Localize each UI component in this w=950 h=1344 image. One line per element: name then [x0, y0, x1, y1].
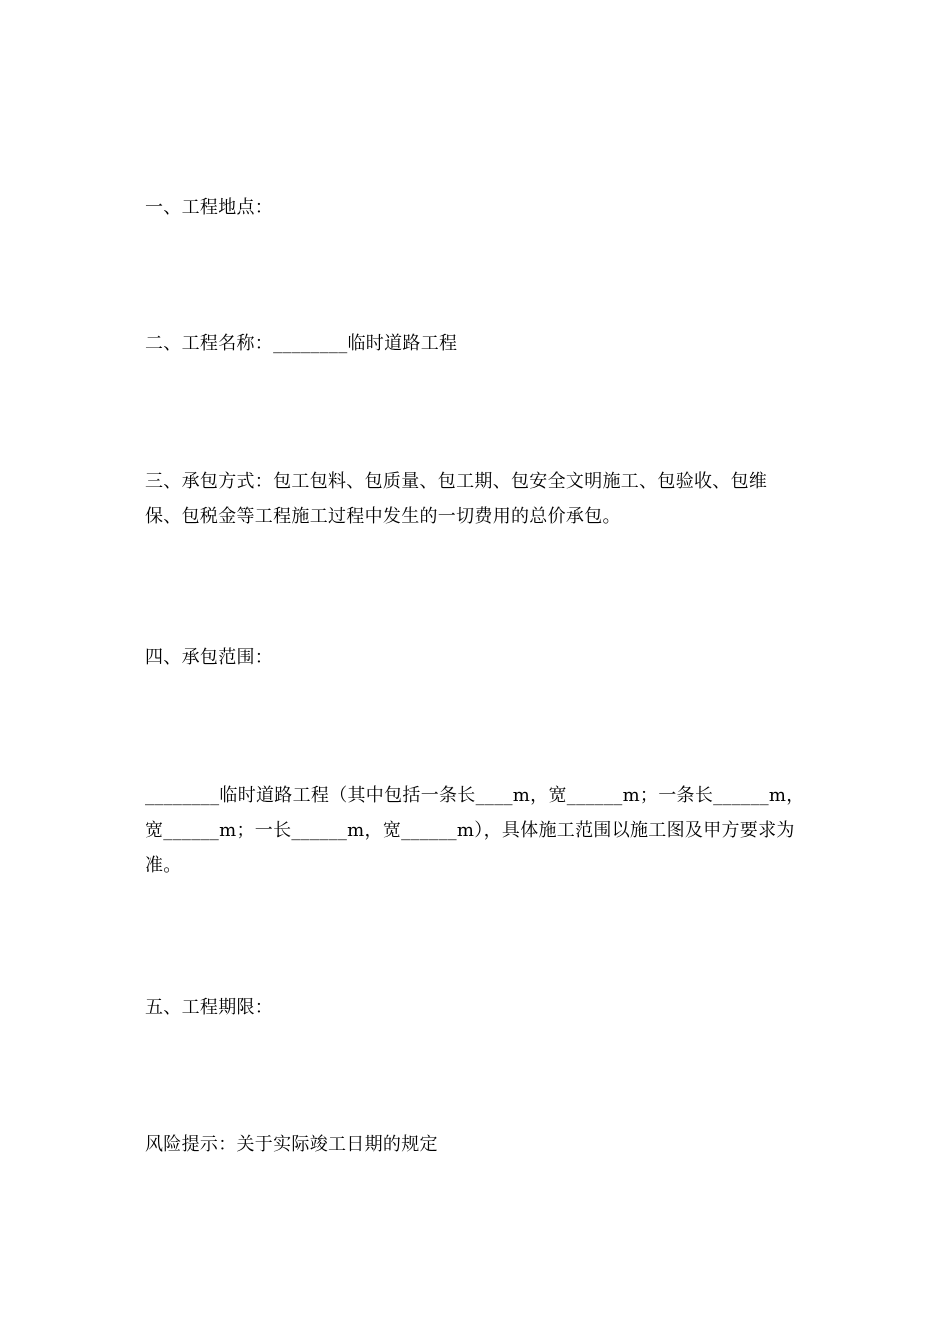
section-heading-term: [145, 990, 815, 1025]
section-heading-location-text: 一、工程地点：: [145, 197, 274, 218]
section-heading-scope: [145, 640, 815, 675]
section-heading-location: [145, 190, 815, 225]
risk-notice: [145, 1127, 815, 1162]
scope-line-2: 宽______m；一长______m，宽______m），具体施工范围以施工图及甲方要求为: [145, 820, 795, 841]
scope-paragraph: [145, 778, 815, 883]
section-heading-term-text: 五、工程期限：: [145, 997, 274, 1018]
risk-notice-text: 风险提示：关于实际竣工日期的规定: [145, 1134, 438, 1155]
section-heading-scope-text: 四、承包范围：: [145, 647, 274, 668]
scope-line-3: 准。: [145, 855, 182, 876]
section-heading-project-name-text: 二、工程名称：________临时道路工程: [145, 333, 458, 354]
section-contract-method: [145, 464, 815, 534]
section-heading-project-name: [145, 326, 815, 361]
scope-line-1: ________临时道路工程（其中包括一条长____m，宽______m；一条长______m，: [145, 785, 805, 806]
contract-method-line-2: 保、包税金等工程施工过程中发生的一切费用的总价承包。: [145, 506, 621, 527]
contract-method-line-1: 三、承包方式：包工包料、包质量、包工期、包安全文明施工、包验收、包维: [145, 471, 768, 492]
